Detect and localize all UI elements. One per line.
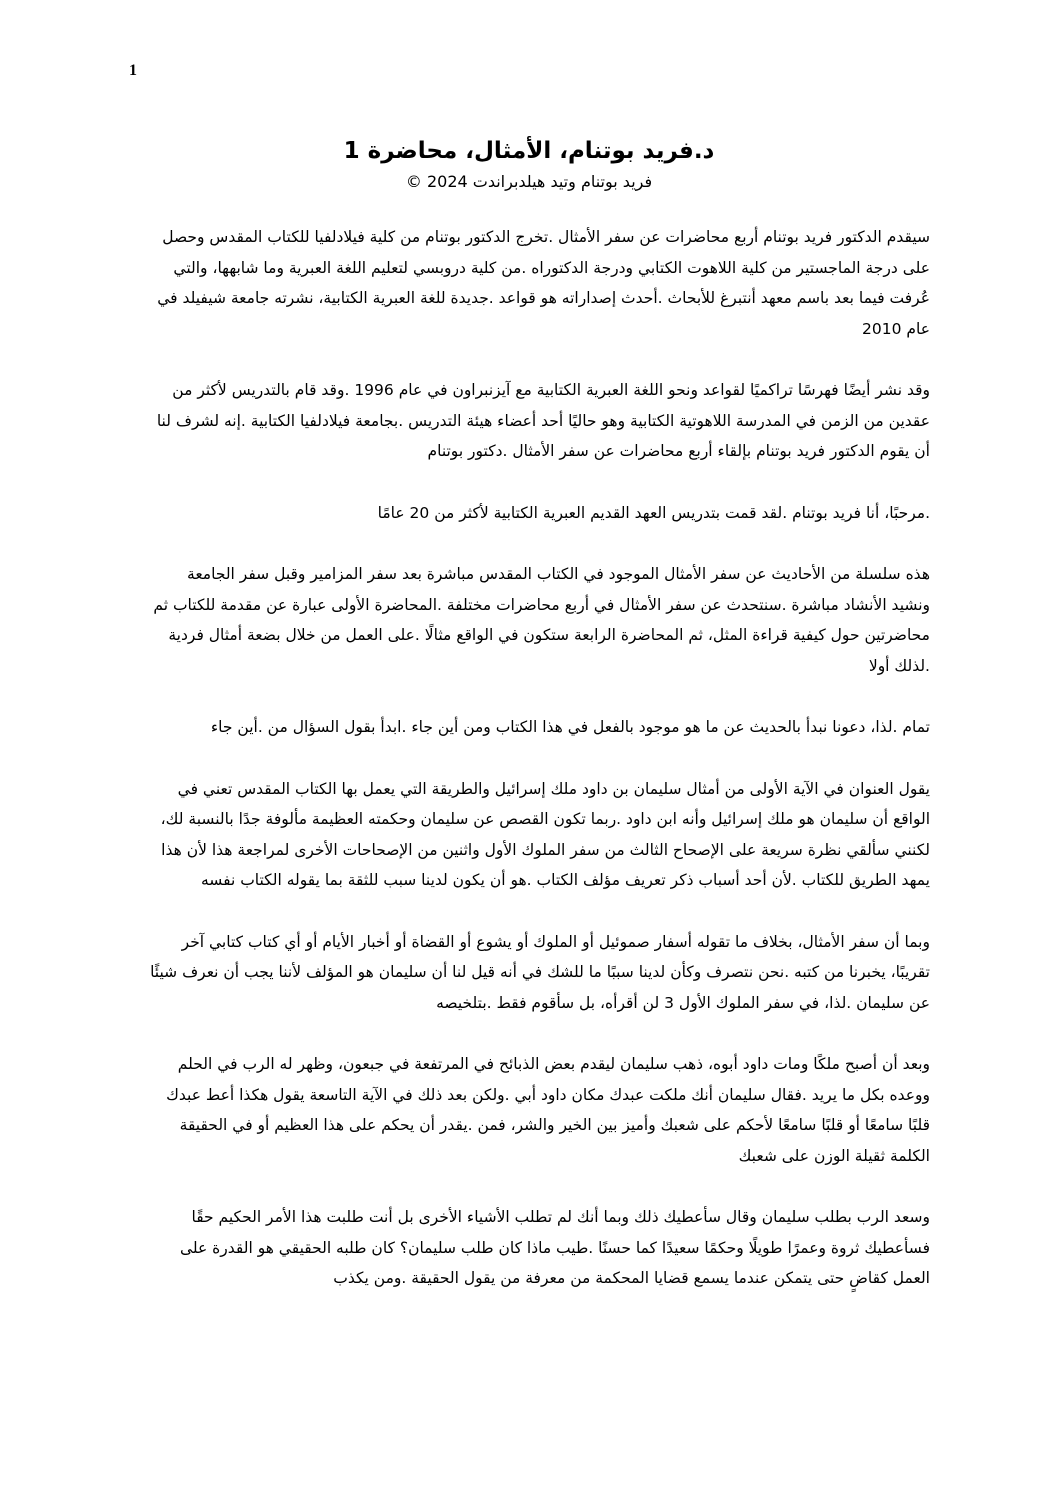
page-number: 1 (129, 62, 137, 79)
paragraph-7: وبما أن سفر الأمثال، بخلاف ما تقوله أسفار صموئيل أو الملوك أو يشوع أو القضاة أو أخبار الأيام أو أي كتاب كتابي آخر تقريبًا، يخبرنا من كتبه .نحن نتصرف وكأن لدينا سببًا ما للشك في أنه قيل لنا أن سليمان هو المؤلف لأننا يجب أن نعرف شيئًا عن سليمان .لذا، في سفر الملوك الأول 3 لن أقرأه، بل سأقوم فقط .بتلخيصه (150, 932, 930, 1012)
paragraph-8: وبعد أن أصبح ملكًا ومات داود أبوه، ذهب سليمان ليقدم بعض الذبائح في المرتفعة في جبعون، وظهر له الرب في الحلم ووعده بكل ما يريد .فقال سليمان أنك ملكت عبدك مكان داود أبي .ولكن بعد ذلك في الآية التاسعة يقول هكذا أعط عبدك قلبًا سامعًا أو قلبًا سامعًا لأحكم على شعبك وأميز بين الخير والشر، فمن .يقدر أن يحكم على هذا العظيم أو في الحقيقة الكلمة ثقيلة الوزن على شعبك (166, 1055, 930, 1165)
document-body (148, 222, 930, 1325)
paragraph-6: يقول العنوان في الآية الأولى من أمثال سليمان بن داود ملك إسرائيل والطريقة التي يعمل بها الكتاب المقدس تعني في الواقع أن سليمان هو ملك إسرائيل وأنه ابن داود .ربما تكون القصص عن سليمان وحكمته العظيمة مألوفة جدًا بالنسبة لك، لكنني سألقي نظرة سريعة على الإصحاح الثالث من سفر الملوك الأول واثنين من الإصحاحات الأخرى لمراجعة هذا لأن هذا يمهد الطريق للكتاب .لأن أحد أسباب ذكر تعريف مؤلف الكتاب .هو أن يكون لدينا سبب للثقة بما يقوله الكتاب نفسه (160, 779, 930, 889)
document-header (0, 133, 1058, 195)
paragraph-3: .مرحبًا، أنا فريد بوتنام .لقد قمت بتدريس العهد القديم العبرية الكتابية لأكثر من 20 عامًا (377, 503, 930, 522)
paragraph-4: هذه سلسلة من الأحاديث عن سفر الأمثال الموجود في الكتاب المقدس مباشرة بعد سفر المزامير وقبل سفر الجامعة ونشيد الأنشاد مباشرة .سنتحدث عن سفر الأمثال في أربع محاضرات مختلفة .المحاضرة الأولى عبارة عن مقدمة للكتاب ثم محاضرتين حول كيفية قراءة المثل، ثم المحاضرة الرابعة ستكون في الواقع مثالًا .على العمل من خلال بضعة أمثال فردية .لذلك أولا (153, 565, 930, 675)
paragraph-2: وقد نشر أيضًا فهرسًا تراكميًا لقواعد ونحو اللغة العبرية الكتابية مع آيزنبراون في عام 1996 .وقد قام بالتدريس لأكثر من عقدين من الزمن في المدرسة اللاهوتية الكتابية وهو حاليًا أحد أعضاء هيئة التدريس .بجامعة فيلادلفيا الكتابية .إنه لشرف لنا أن يقوم الدكتور فريد بوتنام بإلقاء أربع محاضرات عن سفر الأمثال .دكتور بوتنام (156, 381, 930, 460)
document-subtitle: فريد بوتنام وتيد هيلدبراندت 2024 © (405, 172, 653, 191)
document-title: د.فريد بوتنام، الأمثال، محاضرة 1 (343, 138, 715, 164)
paragraph-5: تمام .لذا، دعونا نبدأ بالحديث عن ما هو موجود بالفعل في هذا الكتاب ومن أين جاء .ابدأ بقول السؤال من .أين جاء (210, 718, 930, 736)
paragraph-9: وسعد الرب بطلب سليمان وقال سأعطيك ذلك وبما أنك لم تطلب الأشياء الأخرى بل أنت طلبت هذا الأمر الحكيم حقًا فسأعطيك ثروة وعمرًا طويلًا وحكمًا سعيدًا كما حسنًا .طيب ماذا كان طلب سليمان؟ كان طلبه الحقيقي هو القدرة على العمل كقاضٍ حتى يتمكن عندما يسمع قضايا المحكمة من معرفة من يقول الحقيقة .ومن يكذب (179, 1208, 930, 1287)
paragraph-1: سيقدم الدكتور فريد بوتنام أربع محاضرات عن سفر الأمثال .تخرج الدكتور بوتنام من كلية فيلادلفيا للكتاب المقدس وحصل على درجة الماجستير من كلية اللاهوت الكتابي ودرجة الدكتوراه .من كلية دروبسي لتعليم اللغة العبرية وما شابهها، والتي عُرفت فيما بعد باسم معهد أنتبرغ للأبحاث .أحدث إصداراته هو قواعد .جديدة للغة العبرية الكتابية، نشرته جامعة شيفيلد في عام 2010 (157, 228, 930, 338)
